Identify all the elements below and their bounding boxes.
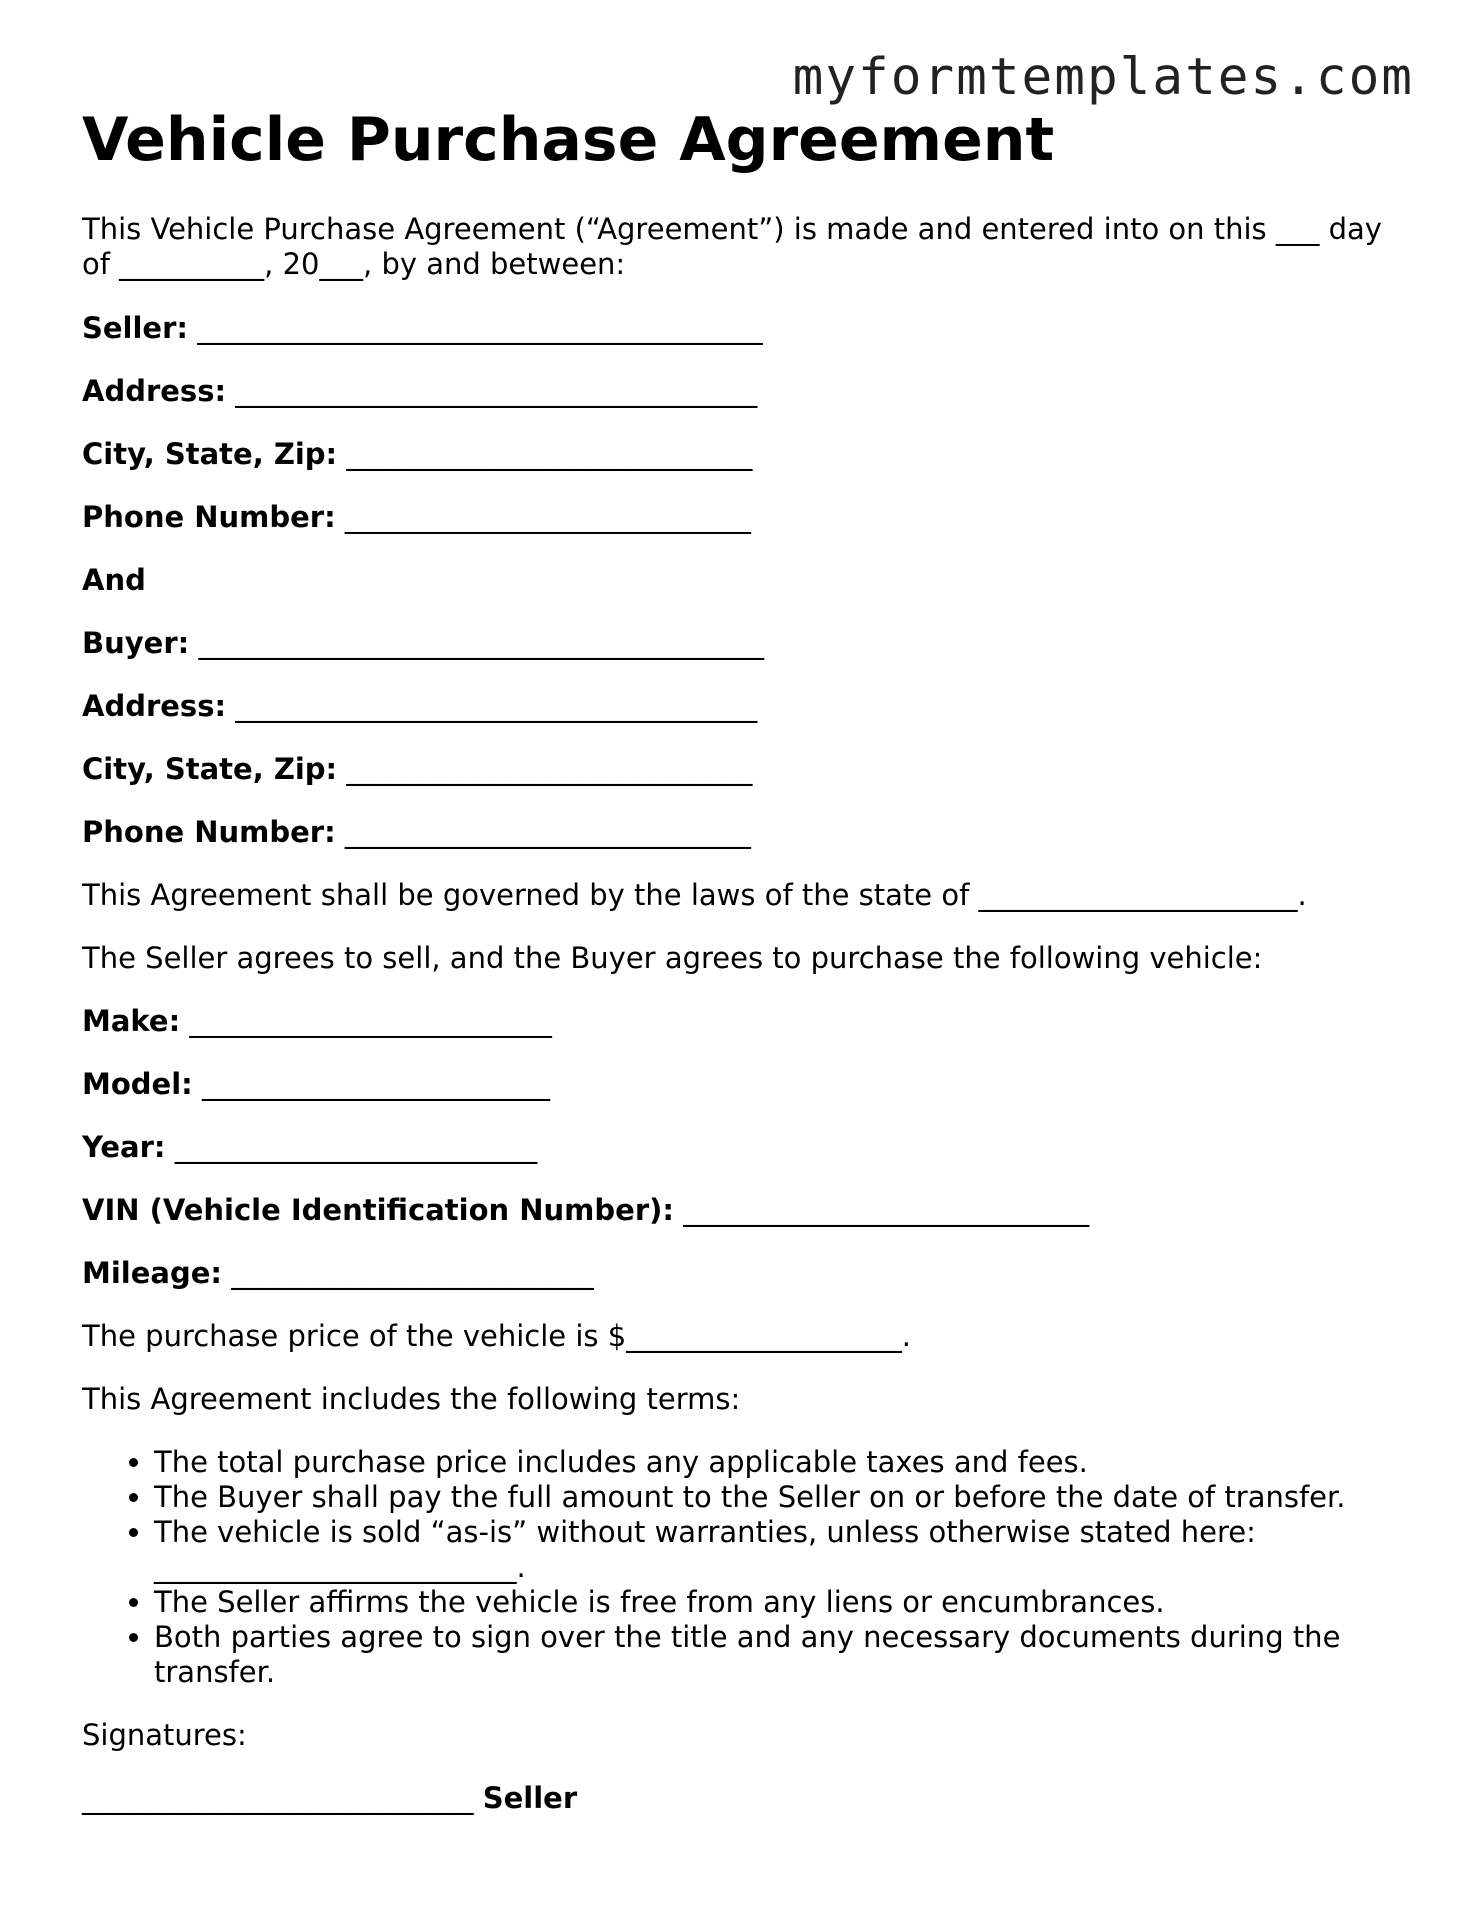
- vehicle-model-label: Model:: [82, 1067, 193, 1101]
- buyer-phone-label: Phone Number:: [82, 815, 336, 849]
- buyer-city-row: [82, 752, 1402, 787]
- seller-city-field[interactable]: ____________________________: [346, 437, 753, 471]
- vehicle-model-field[interactable]: ________________________: [201, 1067, 550, 1101]
- vehicle-intro-text: The Seller agrees to sell, and the Buyer agrees to purchase the following vehicle:: [82, 941, 1263, 975]
- vehicle-section: [82, 1004, 1402, 1291]
- buyer-address-field[interactable]: ____________________________________: [235, 689, 758, 723]
- vehicle-vin-row: [82, 1193, 1402, 1228]
- and-label: And: [82, 563, 146, 597]
- seller-city-label: City, State, Zip:: [82, 437, 338, 471]
- list-item: • The total purchase price includes any applicable taxes and fees.: [154, 1445, 1402, 1480]
- seller-phone-row: [82, 500, 1402, 535]
- seller-name-label: Seller:: [82, 311, 189, 345]
- seller-city-row: [82, 437, 1402, 472]
- buyer-address-label: Address:: [82, 689, 227, 723]
- list-item: • The Seller affirms the vehicle is free from any liens or encumbrances.: [154, 1585, 1402, 1620]
- purchase-price-text: The purchase price of the vehicle is $___________________.: [82, 1319, 911, 1353]
- buyer-city-label: City, State, Zip:: [82, 752, 338, 786]
- vehicle-model-row: [82, 1067, 1402, 1102]
- seller-section: [82, 311, 1402, 535]
- buyer-phone-row: [82, 815, 1402, 850]
- terms-intro-text: This Agreement includes the following terms:: [82, 1382, 741, 1416]
- vehicle-year-label: Year:: [82, 1130, 166, 1164]
- seller-phone-label: Phone Number:: [82, 500, 336, 534]
- signatures-label: Signatures:: [82, 1718, 247, 1752]
- vehicle-mileage-field[interactable]: _________________________: [231, 1256, 594, 1290]
- seller-address-label: Address:: [82, 374, 227, 408]
- list-item: • Both parties agree to sign over the title and any necessary documents during the transfer.: [154, 1620, 1402, 1690]
- seller-phone-field[interactable]: ____________________________: [344, 500, 751, 534]
- seller-address-field[interactable]: ____________________________________: [235, 374, 758, 408]
- list-item: • The vehicle is sold “as-is” without warranties, unless otherwise stated here: _________________________.: [154, 1515, 1402, 1585]
- seller-signature-row: [82, 1781, 1402, 1816]
- buyer-name-label: Buyer:: [82, 626, 190, 660]
- vehicle-year-field[interactable]: _________________________: [174, 1130, 538, 1164]
- vehicle-make-field[interactable]: _________________________: [189, 1004, 552, 1038]
- list-item: • The Buyer shall pay the full amount to the Seller on or before the date of transfer.: [154, 1480, 1402, 1515]
- vehicle-mileage-label: Mileage:: [82, 1256, 223, 1290]
- buyer-section: [82, 626, 1402, 850]
- vehicle-mileage-row: [82, 1256, 1402, 1291]
- buyer-name-row: [82, 626, 1402, 661]
- buyer-phone-field[interactable]: ____________________________: [344, 815, 751, 849]
- intro-paragraph: This Vehicle Purchase Agreement (“Agreement”) is made and entered into on this ___ day of __________, 20___, by and between:: [82, 212, 1382, 281]
- vehicle-vin-field[interactable]: ____________________________: [683, 1193, 1090, 1227]
- seller-name-field[interactable]: _______________________________________: [197, 311, 763, 345]
- governing-law-text: This Agreement shall be governed by the laws of the state of ______________________.: [82, 878, 1307, 912]
- seller-address-row: [82, 374, 1402, 409]
- buyer-address-row: [82, 689, 1402, 724]
- terms-list: [82, 1445, 1402, 1690]
- vehicle-vin-label: VIN (Vehicle Identification Number):: [82, 1193, 674, 1227]
- document-title: Vehicle Purchase Agreement: [82, 105, 1055, 175]
- seller-name-row: [82, 311, 1402, 346]
- vehicle-year-row: [82, 1130, 1402, 1165]
- buyer-name-field[interactable]: _______________________________________: [198, 626, 764, 660]
- seller-signature-field[interactable]: ___________________________: [82, 1781, 474, 1815]
- vehicle-make-row: [82, 1004, 1402, 1039]
- document-body: [82, 104, 1402, 1816]
- vehicle-make-label: Make:: [82, 1004, 181, 1038]
- seller-signature-label: Seller: [482, 1781, 578, 1815]
- buyer-city-field[interactable]: ____________________________: [346, 752, 753, 786]
- watermark: myformtemplates.com: [792, 48, 1414, 107]
